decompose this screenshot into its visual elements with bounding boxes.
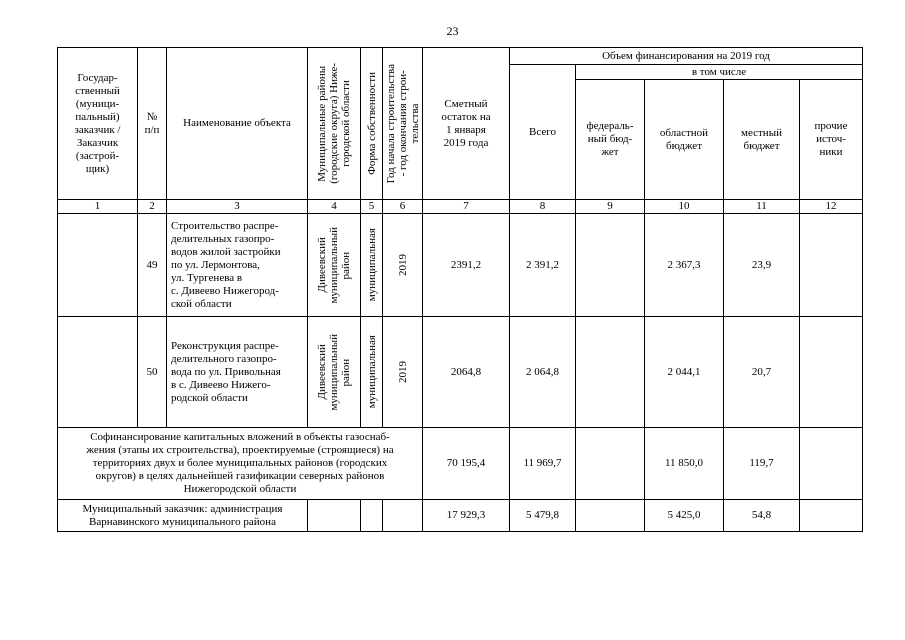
- federal-value: [576, 428, 645, 500]
- regional-value: 2 367,3: [645, 214, 724, 317]
- district-cell: [308, 317, 361, 428]
- header-object-name: Наименование объекта: [167, 48, 308, 200]
- column-number: 7: [423, 200, 510, 214]
- total-value: 5 479,8: [510, 500, 576, 532]
- customer-cell: [58, 214, 138, 317]
- column-number: 9: [576, 200, 645, 214]
- row-num: 49: [138, 214, 167, 317]
- header-funding-title: Объем финансирования на 2019 год: [510, 48, 863, 65]
- header-districts-text: Муниципальные районы (городские округа) Ниже- городской области: [316, 63, 352, 184]
- financing-table: [57, 47, 863, 532]
- header-customer: Государ- ственный (муници- пальный) заказчик / Заказчик (застрой- щик): [58, 48, 138, 200]
- header-total: Всего: [510, 65, 576, 200]
- summary-row: [58, 500, 863, 532]
- header-federal: федераль- ный бюд- жет: [576, 80, 645, 200]
- federal-value: [576, 317, 645, 428]
- empty-cell: [361, 500, 383, 532]
- year-text: 2019: [396, 361, 409, 383]
- other-value: [800, 500, 863, 532]
- header-ownership: [361, 48, 383, 200]
- local-value: 20,7: [724, 317, 800, 428]
- column-number: 4: [308, 200, 361, 214]
- page-number: 23: [446, 24, 459, 38]
- row-num: 50: [138, 317, 167, 428]
- header-years-text: Год начала строительства - год окончания строи- тельства: [384, 63, 421, 184]
- summary-label: Софинансирование капитальных вложений в объекты газоснаб- жения (этапы их строительства), проектируемые (строящиеся) на территориях двух и более муниципальных районов (городских округов) в целях дальнейшей газификации северных районов Нижегородской области: [58, 428, 423, 500]
- total-value: 2 064,8: [510, 317, 576, 428]
- estimate-value: 2064,8: [423, 317, 510, 428]
- header-ownership-text: Форма собственности: [365, 72, 378, 175]
- estimate-value: 17 929,3: [423, 500, 510, 532]
- object-name: Строительство распре- делительных газопро- водов жилой застройки по ул. Лермонтова, ул. Тургенева в с. Дивеево Нижегород- ской области: [167, 214, 308, 317]
- header-estimate: Сметный остаток на 1 января 2019 года: [423, 48, 510, 200]
- header-years: [383, 48, 423, 200]
- table-row: [58, 214, 863, 317]
- ownership-text: муниципальная: [365, 228, 378, 302]
- table-row: [58, 317, 863, 428]
- regional-value: 5 425,0: [645, 500, 724, 532]
- other-value: [800, 428, 863, 500]
- ownership-text: муниципальная: [365, 335, 378, 409]
- federal-value: [576, 214, 645, 317]
- federal-value: [576, 500, 645, 532]
- column-number: 6: [383, 200, 423, 214]
- regional-value: 2 044,1: [645, 317, 724, 428]
- year-cell: [383, 214, 423, 317]
- summary-row: [58, 428, 863, 500]
- district-text: Дивеевский муниципальный район: [316, 226, 352, 304]
- customer-cell: [58, 317, 138, 428]
- regional-value: 11 850,0: [645, 428, 724, 500]
- summary-label: Муниципальный заказчик: администрация Варнавинского муниципального района: [58, 500, 308, 532]
- header-districts: [308, 48, 361, 200]
- column-number: 1: [58, 200, 138, 214]
- column-number: 2: [138, 200, 167, 214]
- local-value: 54,8: [724, 500, 800, 532]
- empty-cell: [308, 500, 361, 532]
- local-value: 23,9: [724, 214, 800, 317]
- estimate-value: 2391,2: [423, 214, 510, 317]
- other-value: [800, 317, 863, 428]
- column-number: 8: [510, 200, 576, 214]
- column-number: 3: [167, 200, 308, 214]
- header-other: прочие источ- ники: [800, 80, 863, 200]
- ownership-cell: [361, 317, 383, 428]
- other-value: [800, 214, 863, 317]
- header-local: местный бюджет: [724, 80, 800, 200]
- header-num: № п/п: [138, 48, 167, 200]
- column-number: 5: [361, 200, 383, 214]
- year-cell: [383, 317, 423, 428]
- total-value: 11 969,7: [510, 428, 576, 500]
- local-value: 119,7: [724, 428, 800, 500]
- column-number: 11: [724, 200, 800, 214]
- column-number: 12: [800, 200, 863, 214]
- header-regional: областной бюджет: [645, 80, 724, 200]
- column-number: 10: [645, 200, 724, 214]
- estimate-value: 70 195,4: [423, 428, 510, 500]
- district-text: Дивеевский муниципальный район: [316, 333, 352, 411]
- object-name: Реконструкция распре- делительного газопро- вода по ул. Привольная в с. Дивеево Нижего- родской области: [167, 317, 308, 428]
- column-numbers-row: [58, 200, 863, 214]
- year-text: 2019: [396, 254, 409, 276]
- ownership-cell: [361, 214, 383, 317]
- empty-cell: [383, 500, 423, 532]
- district-cell: [308, 214, 361, 317]
- total-value: 2 391,2: [510, 214, 576, 317]
- header-including: в том числе: [576, 65, 863, 80]
